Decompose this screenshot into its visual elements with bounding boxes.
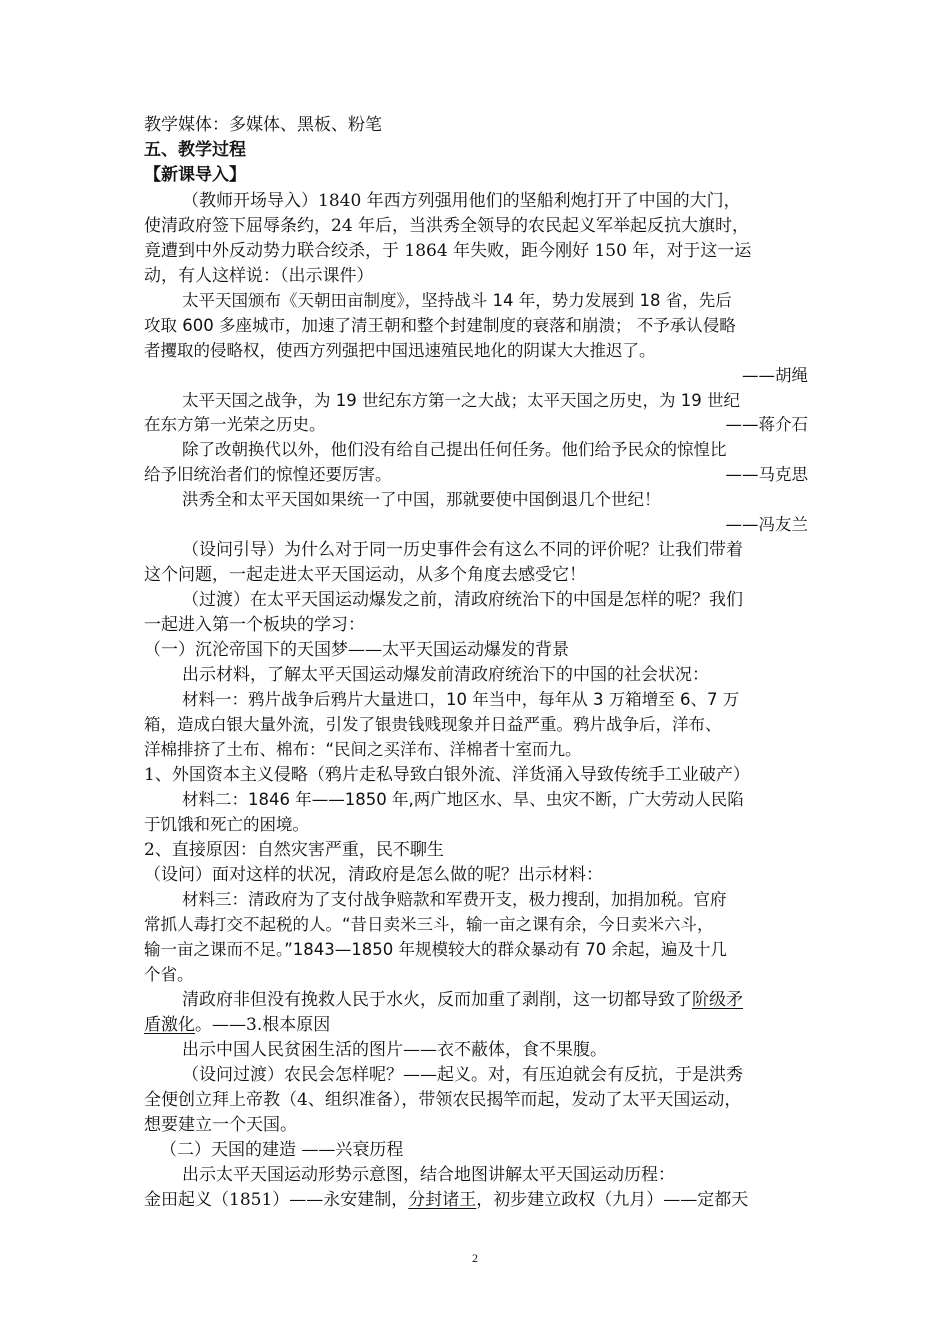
quote-line: 太平天国颁布《天朝田亩制度》，坚持战斗 14 年，势力发展到 18 省，先后 <box>182 291 732 310</box>
paragraph-line: （过渡）在太平天国运动爆发之前，清政府统治下的中国是怎样的呢？我们 <box>182 590 743 610</box>
material-line: 输一亩之课而不足。”1843—1850 年规模较大的群众暴动有 70 余起，遍及十几 <box>144 940 728 959</box>
quote-line: 洪秀全和太平天国如果统一了中国，那就要使中国倒退几个世纪！ <box>182 490 661 509</box>
quote-attribution: ——马克思 <box>725 465 808 484</box>
material-line: 于饥饿和死亡的困境。 <box>144 815 309 834</box>
media-line: 教学媒体：多媒体、黑板、粉笔 <box>144 115 382 135</box>
paragraph-line: （设问过渡）农民会怎样呢？——起义。对，有压迫就会有反抗，于是洪秀 <box>182 1065 743 1085</box>
material-line: 箱，造成白银大量外流，引发了银贵钱贱现象并日益严重。鸦片战争后，洋布、 <box>144 715 722 734</box>
quote-line: 太平天国之战争，为 19 世纪东方第一之大战；太平天国之历史，为 19 世纪 <box>182 391 740 410</box>
quote-line: 除了改朝换代以外，他们没有给自己提出任何任务。他们给予民众的惊惶比 <box>182 440 727 459</box>
material-line: 材料一：鸦片战争后鸦片大量进口，10 年当中，每年从 3 万箱增至 6、7 万 <box>182 690 740 709</box>
subsection-heading: （二）天国的建造 ——兴衰历程 <box>160 1140 404 1160</box>
paragraph-line <box>182 989 808 1011</box>
conclusion-text: 清政府非但没有挽救人民于水火，反而加重了剥削，这一切都导致了 <box>182 990 692 1010</box>
paragraph-line: 全便创立拜上帝教（4、组织准备），带领农民揭竿而起，发动了太平天国运动， <box>144 1090 742 1110</box>
material-line: 个省。 <box>144 965 194 984</box>
paragraph-line: 动，有人这样说：（出示课件） <box>144 266 374 286</box>
paragraph-line: 这个问题，一起走进太平天国运动，从多个角度去感受它！ <box>144 565 586 585</box>
paragraph-line: 一起进入第一个板块的学习： <box>144 615 365 635</box>
underlined-term: 盾激化 <box>144 1015 195 1035</box>
paragraph-line: （设问引导）为什么对于同一历史事件会有这么不同的评价呢？让我们带着 <box>182 540 743 560</box>
history-text: ，初步建立政权（九月）——定都天 <box>476 1190 749 1210</box>
history-text: 金田起义（1851）——永安建制， <box>144 1190 409 1210</box>
paragraph-line: （教师开场导入）1840 年西方列强用他们的坚船利炮打开了中国的大门， <box>182 191 741 211</box>
quote-attribution: ——胡绳 <box>742 366 808 385</box>
paragraph-line <box>144 1014 808 1036</box>
quote-line: 攻取 600 多座城市，加速了清王朝和整个封建制度的衰落和崩溃； 不予承认侵略 <box>144 316 736 335</box>
paragraph-line: 想要建立一个天国。 <box>144 1115 297 1135</box>
paragraph-line: 出示太平天国运动形势示意图，结合地图讲解太平天国运动历程： <box>182 1165 675 1185</box>
material-line: 洋棉排挤了土布、棉布：“民间之买洋布、洋棉者十室而九。 <box>144 740 582 759</box>
new-lesson-heading: 【新课导入】 <box>144 165 246 185</box>
quote-attribution: ——蒋介石 <box>725 415 808 434</box>
paragraph-line <box>144 1189 808 1211</box>
paragraph-line: 使清政府签下屈辱条约，24 年后，当洪秀全领导的农民起义军举起反抗大旗时， <box>144 216 750 236</box>
paragraph-line: （设问）面对这样的状况，清政府是怎么做的呢？出示材料： <box>144 865 603 885</box>
section-heading: 五、教学过程 <box>144 140 246 160</box>
material-line: 常抓人毒打交不起税的人。“昔日卖米三斗，输一亩之课有余，今日卖米六斗， <box>144 915 714 934</box>
quote-line: 给予旧统治者们的惊惶还要厉害。 <box>144 465 392 484</box>
underlined-term: 阶级矛 <box>692 990 743 1010</box>
paragraph-line: 出示中国人民贫困生活的图片——衣不蔽体，食不果腹。 <box>182 1040 607 1060</box>
page-number: 2 <box>472 1251 478 1265</box>
underlined-term: 分封诸王 <box>408 1190 477 1210</box>
subsection-heading: （一）沉沦帝国下的天国梦——太平天国运动爆发的背景 <box>144 640 569 660</box>
cause-line: 1、外国资本主义侵略（鸦片走私导致白银外流、洋货涌入导致传统手工业破产） <box>144 765 750 785</box>
paragraph-line: 竟遭到中外反动势力联合绞杀，于 1864 年失败，距今刚好 150 年，对于这一运 <box>144 241 752 261</box>
quote-attribution: ——冯友兰 <box>725 515 808 534</box>
paragraph-line: 出示材料，了解太平天国运动爆发前清政府统治下的中国的社会状况： <box>182 665 709 685</box>
cause-line: 2、直接原因：自然灾害严重，民不聊生 <box>144 840 444 860</box>
quote-line: 者攫取的侵略权，使西方列强把中国迅速殖民地化的阴谋大大推迟了。 <box>144 341 656 360</box>
quote-line: 在东方第一光荣之历史。 <box>144 415 326 434</box>
material-line: 材料三：清政府为了支付战争赔款和军费开支，极力搜刮，加捐加税。官府 <box>182 890 727 909</box>
material-line: 材料二：1846 年——1850 年,两广地区水、旱、虫灾不断，广大劳动人民陷 <box>182 790 744 809</box>
conclusion-text: 。——3.根本原因 <box>195 1015 331 1035</box>
